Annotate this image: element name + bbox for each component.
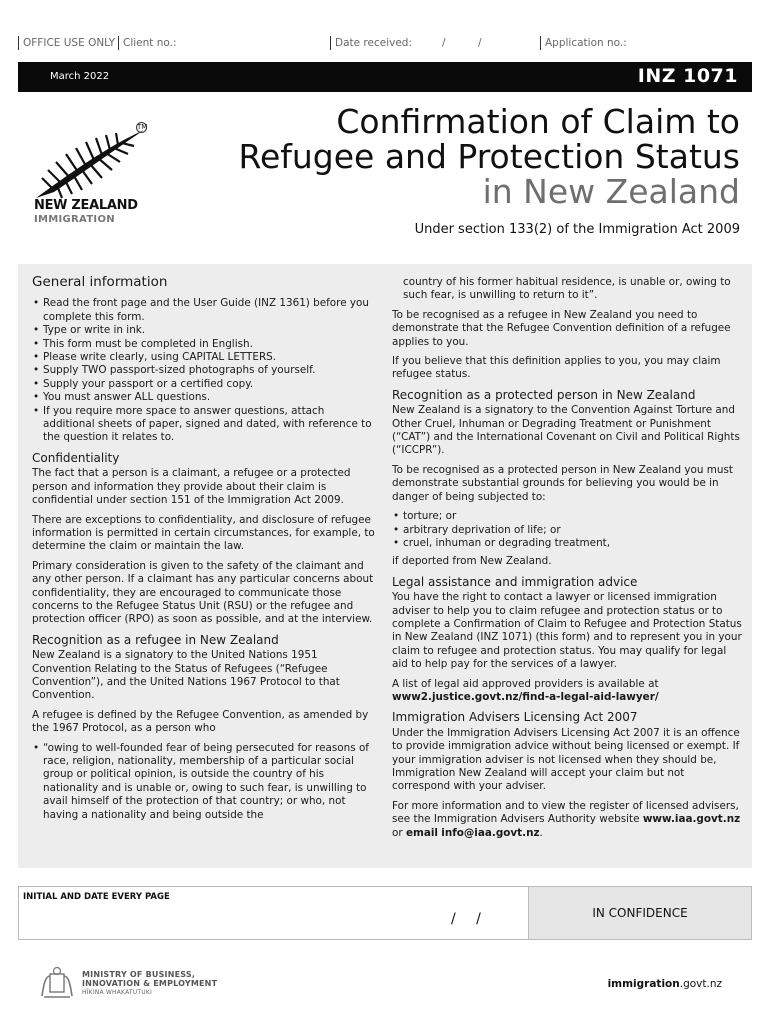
coat-of-arms-icon [38,966,76,1000]
list-item: • Type or write in ink. [32,324,378,337]
legal-aid-link[interactable]: www2.justice.govt.nz/find-a-legal-aid-lawyer/ [392,690,659,703]
protected-list [392,510,742,550]
list-item: • arbitrary deprivation of life; or [392,524,742,537]
date-slash: / [442,37,446,49]
confidentiality-para-3: Primary consideration is given to the safety of the claimant and any other person. If a claimant has any particular concerns about confidentiality, they are encouraged to communicate those concerns to the Refugee Status Unit (RSU) or the refugee and protection officer (RPO) as soon as possible, and at the interview. [32,559,374,626]
protected-para-1: New Zealand is a signatory to the Convention Against Torture and Other Cruel, Inhuman or Degrading Treatment or Punishment (“CAT”) and the International Covenant on Civil and Political Rights (“ICCPR”). [392,404,740,457]
list-item: • This form must be completed in English. [32,338,378,351]
iaa-email-label: email [405,826,438,839]
website-bold: immigration [607,978,680,990]
right-column [392,276,742,846]
silver-fern-icon [34,128,146,200]
title-line-3: in New Zealand [482,172,740,211]
list-item: • cruel, inhuman or degrading treatment, [392,537,742,550]
list-item: • Supply TWO passport-sized photographs of yourself. [32,364,378,377]
form-date: March 2022 [50,71,110,82]
iaa-para-1: Under the Immigration Advisers Licensing Act 2007 it is an offence to provide immigration advice without being licensed or exempt. If your immigration adviser is not licensed when they should be, Immigration New Zealand will accept your claim but not correspond with your adviser. [392,726,740,793]
iaa-or: or [392,826,403,839]
date-received-field[interactable]: Date received: [330,36,412,50]
refugee-heading: Recognition as a refugee in New Zealand [32,632,279,647]
confidentiality-para-1: The fact that a person is a claimant, a refugee or a protected person and information they provide about their claim is confidential under section 151 of the Immigration Act 2009. [32,467,351,507]
iaa-para-2-text: For more information and to view the register of licensed advisers, see the Immigration Advisers Authority website [392,799,739,826]
iaa-period: . [539,826,543,839]
list-item: • torture; or [392,510,742,523]
refugee-quote-list [32,742,378,822]
initial-date-field[interactable]: / / [451,911,481,927]
refugee-para-1: New Zealand is a signatory to the United Nations 1951 Convention Relating to the Status of Refugees (“Refugee Convention”), and the United Nations 1967 Protocol to that Convention. [32,649,340,702]
iaa-website-link[interactable]: www.iaa.govt.nz [642,813,741,826]
website-rest: .govt.nz [679,978,722,990]
page-title [239,104,741,209]
protected-para-2: To be recognised as a protected person in New Zealand you must demonstrate substantial grounds for believing you would be in danger of being subjected to: [392,463,733,503]
trademark-icon: TM [137,123,148,131]
legal-para-2-text: A list of legal aid approved providers is available at [392,677,659,690]
logo-immigration: IMMIGRATION [34,214,115,225]
title-line-1: Confirmation of Claim to [336,102,740,141]
page-subtitle: Under section 133(2) of the Immigration Act 2009 [414,222,740,237]
in-confidence-label: IN CONFIDENCE [592,906,688,920]
list-item: • Read the front page and the User Guide (INZ 1361) before you complete this form. [32,297,378,324]
in-confidence-box [528,886,752,940]
header-bar [18,62,752,92]
list-item: • If you require more space to answer questions, attach additional sheets of paper, signed and dated, with reference to the question it relates to. [32,405,378,445]
refugee-quote-continued: country of his former habitual residence, is unable or, owing to such fear, is unwilling to return to it”. [403,276,731,302]
confidentiality-para-2: There are exceptions to confidentiality, and disclosure of refugee information is permitted in certain circumstances, for example, to determine the claim or maintain the law. [32,513,375,553]
refugee-para-4: If you believe that this definition applies to you, you may claim refugee status. [392,355,721,381]
iaa-heading: Immigration Advisers Licensing Act 2007 [392,710,638,725]
initial-date-label: INITIAL AND DATE EVERY PAGE [23,892,170,902]
client-no-field[interactable]: Client no.: [118,36,177,50]
refugee-para-3: To be recognised as a refugee in New Zealand you need to demonstrate that the Refugee Convention definition of a refugee applies to you. [392,308,731,348]
website-url[interactable] [608,978,722,990]
list-item: • You must answer ALL questions. [32,391,378,404]
refugee-para-2: A refugee is defined by the Refugee Convention, as amended by the 1967 Protocol, as a person who [32,708,369,735]
confidentiality-heading: Confidentiality [32,450,120,465]
left-column [32,276,378,827]
list-item: • Supply your passport or a certified copy. [32,378,378,391]
form-code: INZ 1071 [637,65,738,87]
office-use-row [18,36,758,52]
information-panel [18,264,752,868]
list-item: • Please write clearly, using CAPITAL LETTERS. [32,351,378,364]
mbie-line-2: INNOVATION & EMPLOYMENT [82,979,218,988]
legal-assistance-heading: Legal assistance and immigration advice [392,574,638,589]
iaa-email-link[interactable]: info@iaa.govt.nz [441,826,540,839]
general-info-list [32,297,378,444]
logo-new-zealand: NEW ZEALAND [34,198,138,213]
title-line-2: Refugee and Protection Status [238,137,740,176]
iaa-para-2 [392,800,742,840]
mbie-logo-text [82,970,217,997]
application-no-field[interactable]: Application no.: [540,36,627,50]
protected-para-3: if deported from New Zealand. [392,555,552,568]
legal-para-1: You have the right to contact a lawyer or licensed immigration adviser to help you to claim refugee and protection status or to complete a Confirmation of Claim to Refugee and Protection Status in New Zealand (INZ 1071) (this form) and to represent you in your claim to refugee and protection status. You may qualify for legal aid to help pay for the services of a lawyer. [392,591,742,671]
date-slash: / [478,37,482,49]
general-info-heading: General information [32,274,168,290]
mbie-line-3: HĪKINA WHAKATUTUKI [82,989,152,996]
mbie-line-1: MINISTRY OF BUSINESS, [82,970,196,979]
protected-person-heading: Recognition as a protected person in New Zealand [392,387,696,402]
legal-para-2 [392,678,742,705]
office-use-label: OFFICE USE ONLY [18,36,115,50]
refugee-quote: • “owing to well-founded fear of being persecuted for reasons of race, religion, nationality, membership of a particular social group or political opinion, is outside the country of his nationality and is unable or, owing to such fear, is unwilling to avail himself of the protection of that country; or who, not having a nationality and being outside the [32,742,378,822]
